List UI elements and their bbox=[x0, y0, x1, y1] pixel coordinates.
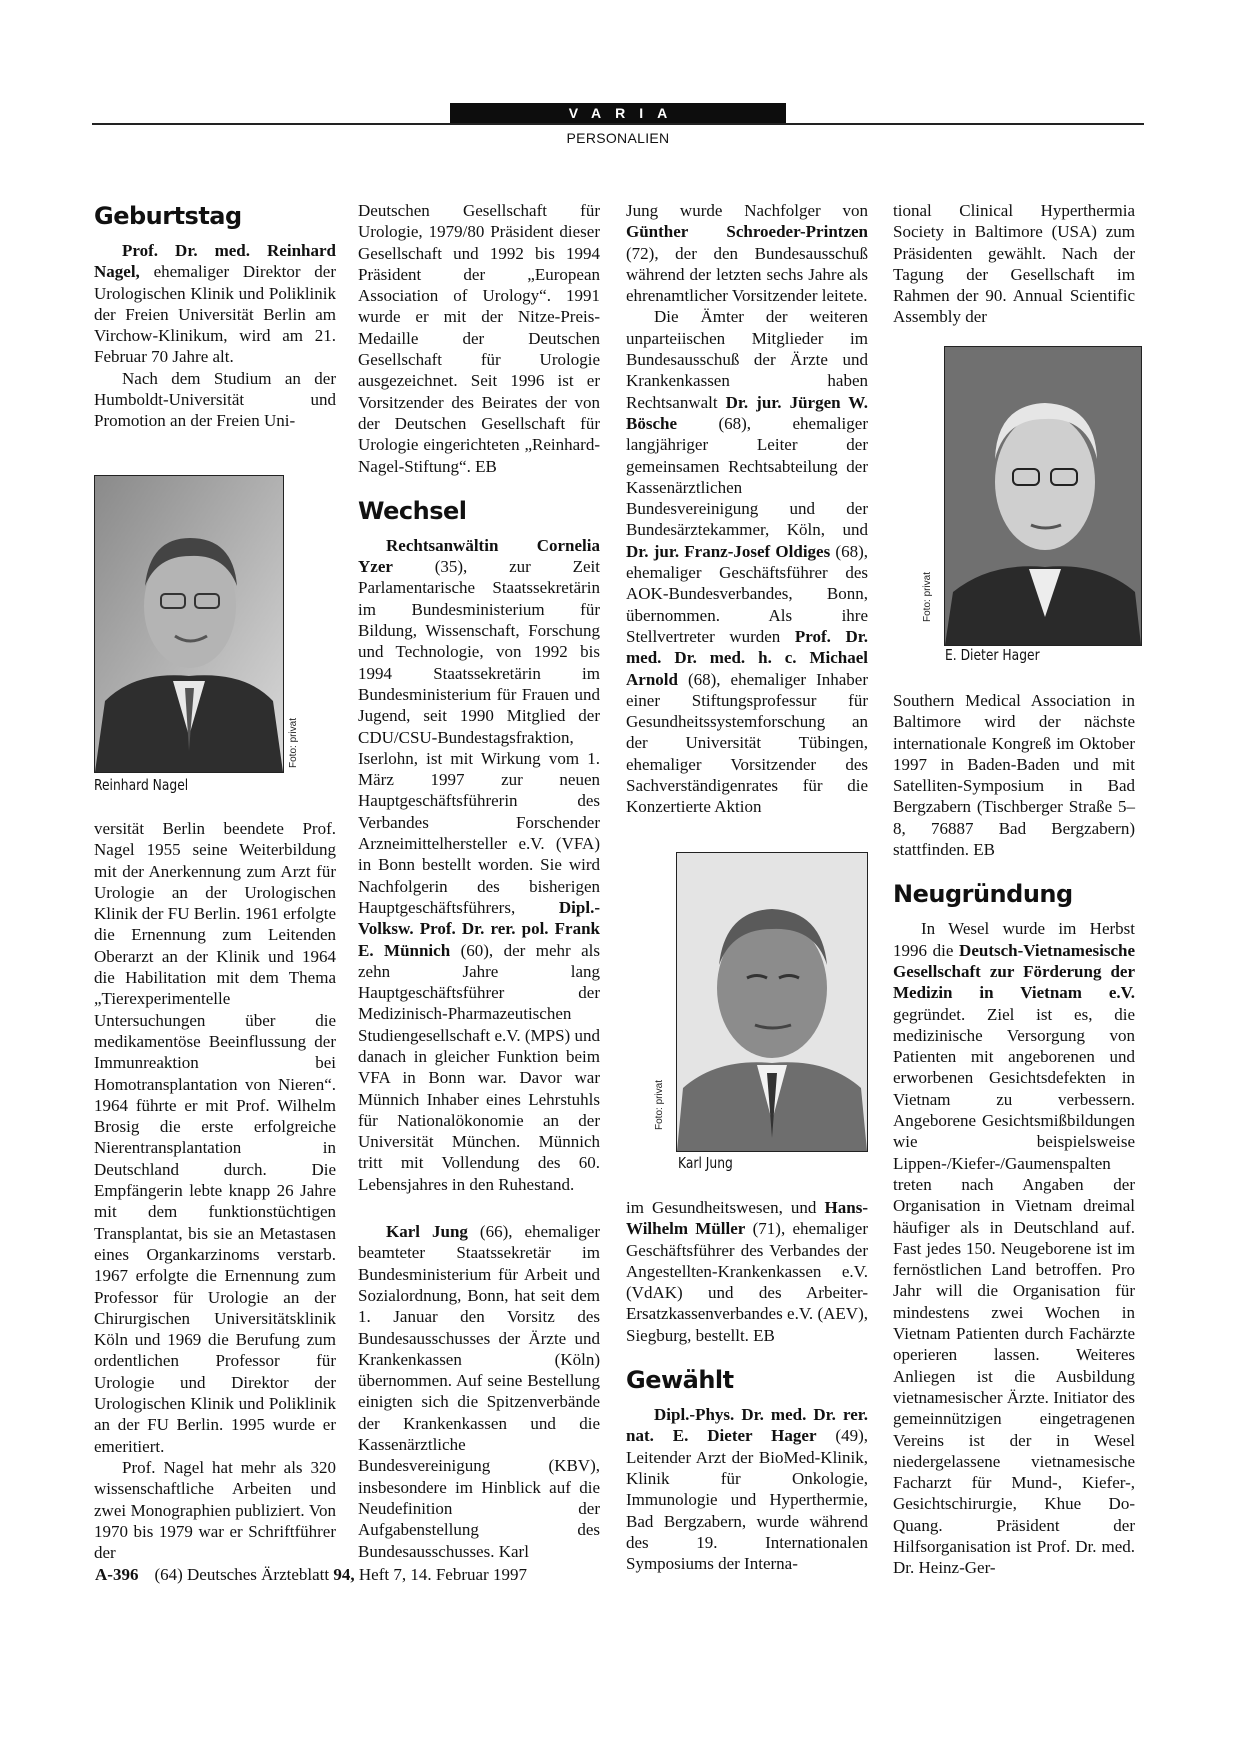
paragraph bbox=[358, 535, 600, 1195]
paragraph: Southern Medical Association in Baltimore wird der nächste internationale Kongreß im Oktober 1997 in Baden-Baden und mit Satelliten-Symposium in Bad Bergzabern (Tischberger Straße 5–8, 76887 Bad Bergzabern) stattfinden. EB bbox=[893, 691, 1135, 860]
photo-caption: Karl Jung bbox=[678, 1154, 733, 1172]
text: (71), ehemaliger Geschäftsführer des Verbandes der Angestellten-Krankenkassen e.V. (VdAK) und des Arbeiter-Ersatzkassenverbandes e.V. (AEV), Siegburg, bestellt. EB bbox=[626, 1219, 868, 1345]
person-name: Prof. Dr. med. Dr. med. h. c. Michael Arnold bbox=[626, 626, 868, 689]
photo-credit: Foto: privat bbox=[654, 1079, 665, 1130]
text: (49), Leitender Arzt der BioMed-Klinik, Klinik für Onkologie, Immunologie und Hyperthermie, Bad Bergzabern, wurde während des 19. Internationalen Symposiums der Interna- bbox=[626, 1426, 869, 1574]
header-rule bbox=[92, 123, 1144, 125]
page-footer bbox=[95, 1565, 527, 1585]
issue-text: (64) Deutsches Ärzteblatt bbox=[154, 1565, 334, 1584]
section-bar: VARIA bbox=[450, 103, 786, 124]
text: (60), der mehr als zehn Jahre lang Hauptgeschäftsführer der Medizinisch-Pharmazeutischen Studiengesellschaft e.V. (MPS) und danach in gleicher Funktion beim VFA in Bonn war. Davor war Münnich Inhaber eines Lehrstuhls für Nationalökonomie an der Universität München. Münnich tritt mit Vollendung des 60. Lebensjahres in den Ruhestand. bbox=[358, 940, 600, 1194]
subsection-title: PERSONALIEN bbox=[566, 130, 670, 146]
paragraph: versität Berlin beendete Prof. Nagel 1955 seine Weiterbildung mit der Anerkennung zum Arzt für Urologie an der Urologischen Klinik der FU Berlin. 1961 erfolgte die Ernennung zum Leitenden Oberarzt an der Klinik und 1964 die Habilitation mit dem Thema „Tierexperimentelle Untersuchungen über die medikamentöse Beeinflussung der Immunreaktion bei Homotransplantation von Nieren“. 1964 führte er mit Prof. Wilhelm Brosig die erste erfolgreiche Nierentransplantation in Deutschland durch. Die Empfängerin lebte knapp 26 Jahre mit dem funktionstüchtigen Transplantat, bis sie an Metastasen eines Organkarzinoms verstarb. 1967 erfolgte die Ernennung zum Professor für Urologie an der Chirurgischen Universitätsklinik Köln und 1969 die Berufung zum ordentlichen Professor für Urologie und Direktor der Urologischen Klinik und Poliklinik an der FU Berlin. 1995 wurde er emeritiert. bbox=[94, 819, 336, 1456]
person-name: Hans-Wilhelm Müller bbox=[626, 1198, 868, 1239]
person-name: Dr. jur. Jürgen W. Bösche bbox=[626, 392, 868, 433]
text: In Wesel wurde im Herbst 1996 die bbox=[893, 919, 1135, 960]
text: (35), zur Zeit Parlamentarische Staatssekretärin im Bundesministerium für Bildung, Wissenschaft, Forschung und Technologie, von 1992 bis 1994 Staatssekretärin im Bundesministerium für Frauen und Jugend, seit 1990 Mitglied der CDU/CSU-Bundestagsfraktion, Iserlohn, ist mit Wirkung vom 1. März 1997 zur neuen Hauptgeschäftsführerin des Verbandes Forschender Arzneimittelhersteller e.V. (VFA) in Bonn bestellt worden. Sie wird Nachfolgerin des bisherigen Hauptgeschäftsführers, bbox=[358, 557, 600, 917]
text: (66), ehemaliger beamteter Staatssekretär im Bundesministerium für Arbeit und Sozialordnung, Bonn, hat seit dem 1. Januar den Vorsitz des Bundesausschusses der Ärzte und Krankenkassen (Köln) übernommen. Auf seine Bestellung einigten sich die Spitzenverbände der Krankenkassen und die Kassenärztliche Bundesvereinigung (KBV), insbesondere im Hinblick auf die Neudefinition der Aufgabenstellung des Bundesausschusses. Karl bbox=[358, 1222, 600, 1561]
person-name: Karl Jung bbox=[386, 1222, 468, 1242]
paragraph bbox=[626, 200, 868, 306]
text: Jung wurde Nachfolger von bbox=[626, 201, 868, 220]
text: ehemaliger Direktor der Urologischen Klinik und Poliklinik der Freien Universität Berlin am Virchow-Klinikum, wird am 21. Februar 70 Jahre alt. bbox=[94, 262, 336, 367]
portrait-image bbox=[95, 476, 283, 772]
volume-number: 94, bbox=[333, 1565, 355, 1584]
paragraph bbox=[94, 240, 336, 368]
column-3-bottom bbox=[626, 1197, 868, 1574]
paragraph: Prof. Nagel hat mehr als 320 wissenschaftliche Arbeiten und zwei Monographien publiziert. Von 1970 bis 1979 war er Schriftführer der bbox=[94, 1457, 336, 1563]
paragraph: tional Clinical Hyperthermia Society in Baltimore (USA) zum Präsidenten gewählt. Nach der Tagung der Gesellschaft im Rahmen der 90. Annual Scientific Assembly der bbox=[893, 201, 1135, 327]
paragraph bbox=[893, 918, 1135, 1578]
text: gegründet. Ziel ist es, die medizinische Versorgung von Patienten mit angeborenen und erworbenen Gesichtsdefekten in Vietnam zu verbessern. Angeborene Gesichtsmißbildungen wie beispielsweise Lippen-/Kiefer-/Gaumenspalten treten nach Angaben der Organisation in Vietnam dreimal häufiger als in Deutschland auf. Fast jedes 150. Neugeborene ist im fernöstlichen Land betroffen. Pro Jahr will die Organisation für mindestens zwei Wochen in Vietnam Patienten durch Fachärzte operieren lassen. Weiteres Anliegen ist die Ausbildung vietnamesischer Ärzte. Initiator des gemeinnützigen eingetragenen Vereins ist der in Wesel niedergelassene vietnamesische Facharzt für Mund-, Kiefer-, Gesichtschirurgie, Khue Do-Quang. Präsident der Hilfsorganisation ist Prof. Dr. med. Dr. Heinz-Ger- bbox=[893, 1004, 1135, 1578]
text: Die Ämter der weiteren unparteiischen Mitglieder im Bundesausschuß der Ärzte und Krankenkassen haben Rechtsanwalt bbox=[626, 307, 868, 412]
paragraph bbox=[626, 306, 868, 817]
person-name: Rechtsanwältin Cornelia Yzer bbox=[358, 535, 600, 577]
heading-gewaehlt: Gewählt bbox=[626, 1366, 734, 1395]
portrait-image bbox=[677, 853, 867, 1151]
person-name: Dipl.-Phys. Dr. med. Dr. rer. nat. E. Dieter Hager bbox=[626, 1405, 868, 1446]
paragraph bbox=[358, 1221, 600, 1562]
person-name: Günther Schroeder-Printzen bbox=[626, 222, 868, 242]
column-4-top bbox=[893, 200, 1135, 328]
text: (68), ehemaliger Geschäftsführer des AOK-Bundesverbandes, Bonn, übernommen. Als ihre Stellvertreter wurden bbox=[626, 541, 869, 646]
heading-neugruendung: Neugründung bbox=[893, 880, 1073, 909]
heading-wechsel: Wechsel bbox=[358, 496, 467, 525]
organization-name: Deutsch-Vietnamesische Gesellschaft zur Förderung der Medizin in Vietnam e.V. bbox=[893, 940, 1135, 1003]
portrait-image bbox=[945, 347, 1141, 645]
paragraph bbox=[626, 1404, 868, 1574]
photo-credit: Foto: privat bbox=[288, 717, 299, 768]
person-name: Prof. Dr. med. Reinhard Nagel, bbox=[94, 241, 336, 282]
heading-geburtstag: Geburtstag bbox=[94, 202, 242, 230]
text: im Gesundheitswesen, und bbox=[626, 1198, 825, 1217]
text: (72), der den Bundesausschuß während der letzten sechs Jahre als ehrenamtlicher Vorsitzender leitete. bbox=[626, 243, 868, 306]
column-1-bottom bbox=[94, 818, 336, 1563]
person-name: Dipl.-Volksw. Prof. Dr. rer. pol. Frank E. Münnich bbox=[358, 897, 600, 960]
text: (68), ehemaliger langjähriger Leiter der gemeinsamen Rechtsabteilung der Kassenärztlichen Bundesvereinigung und der Bundesärztekammer, Köln, und bbox=[626, 413, 868, 540]
photo-e-dieter-hager bbox=[944, 346, 1142, 646]
photo-credit: Foto: privat bbox=[922, 571, 933, 622]
column-2 bbox=[358, 200, 600, 1562]
photo-karl-jung bbox=[676, 852, 868, 1152]
paragraph: Deutschen Gesellschaft für Urologie, 1979/80 Präsident dieser Gesellschaft und 1992 bis 1994 Präsident der „European Association of Urology“. 1991 wurde er mit der Nitze-Preis-Medaille der Deutschen Gesellschaft für Urologie ausgezeichnet. Seit 1996 ist er Vorsitzender des Beirates der von der Deutschen Gesellschaft für Urologie eingerichteten „Reinhard-Nagel-Stiftung“. EB bbox=[358, 201, 600, 476]
paragraph: Nach dem Studium an der Humboldt-Universität und Promotion an der Freien Uni- bbox=[94, 368, 336, 431]
issue-date: Heft 7, 14. Februar 1997 bbox=[354, 1565, 527, 1584]
person-name: Dr. jur. Franz-Josef Oldiges bbox=[626, 541, 831, 561]
page-number: A-396 bbox=[95, 1565, 139, 1584]
text: (68), ehemaliger Inhaber einer Stiftungsprofessur für Gesundheitssystemforschung an der Universität Tübingen, ehemaliger Vorsitzender des Sachverständigenrates für die Konzertierte Aktion bbox=[626, 669, 868, 817]
column-3-top bbox=[626, 200, 868, 818]
paragraph bbox=[626, 1197, 868, 1346]
column-1-top bbox=[94, 200, 336, 432]
photo-reinhard-nagel bbox=[94, 475, 284, 773]
photo-caption: E. Dieter Hager bbox=[945, 646, 1040, 664]
photo-caption: Reinhard Nagel bbox=[94, 776, 189, 794]
column-4-bottom bbox=[893, 690, 1135, 1579]
